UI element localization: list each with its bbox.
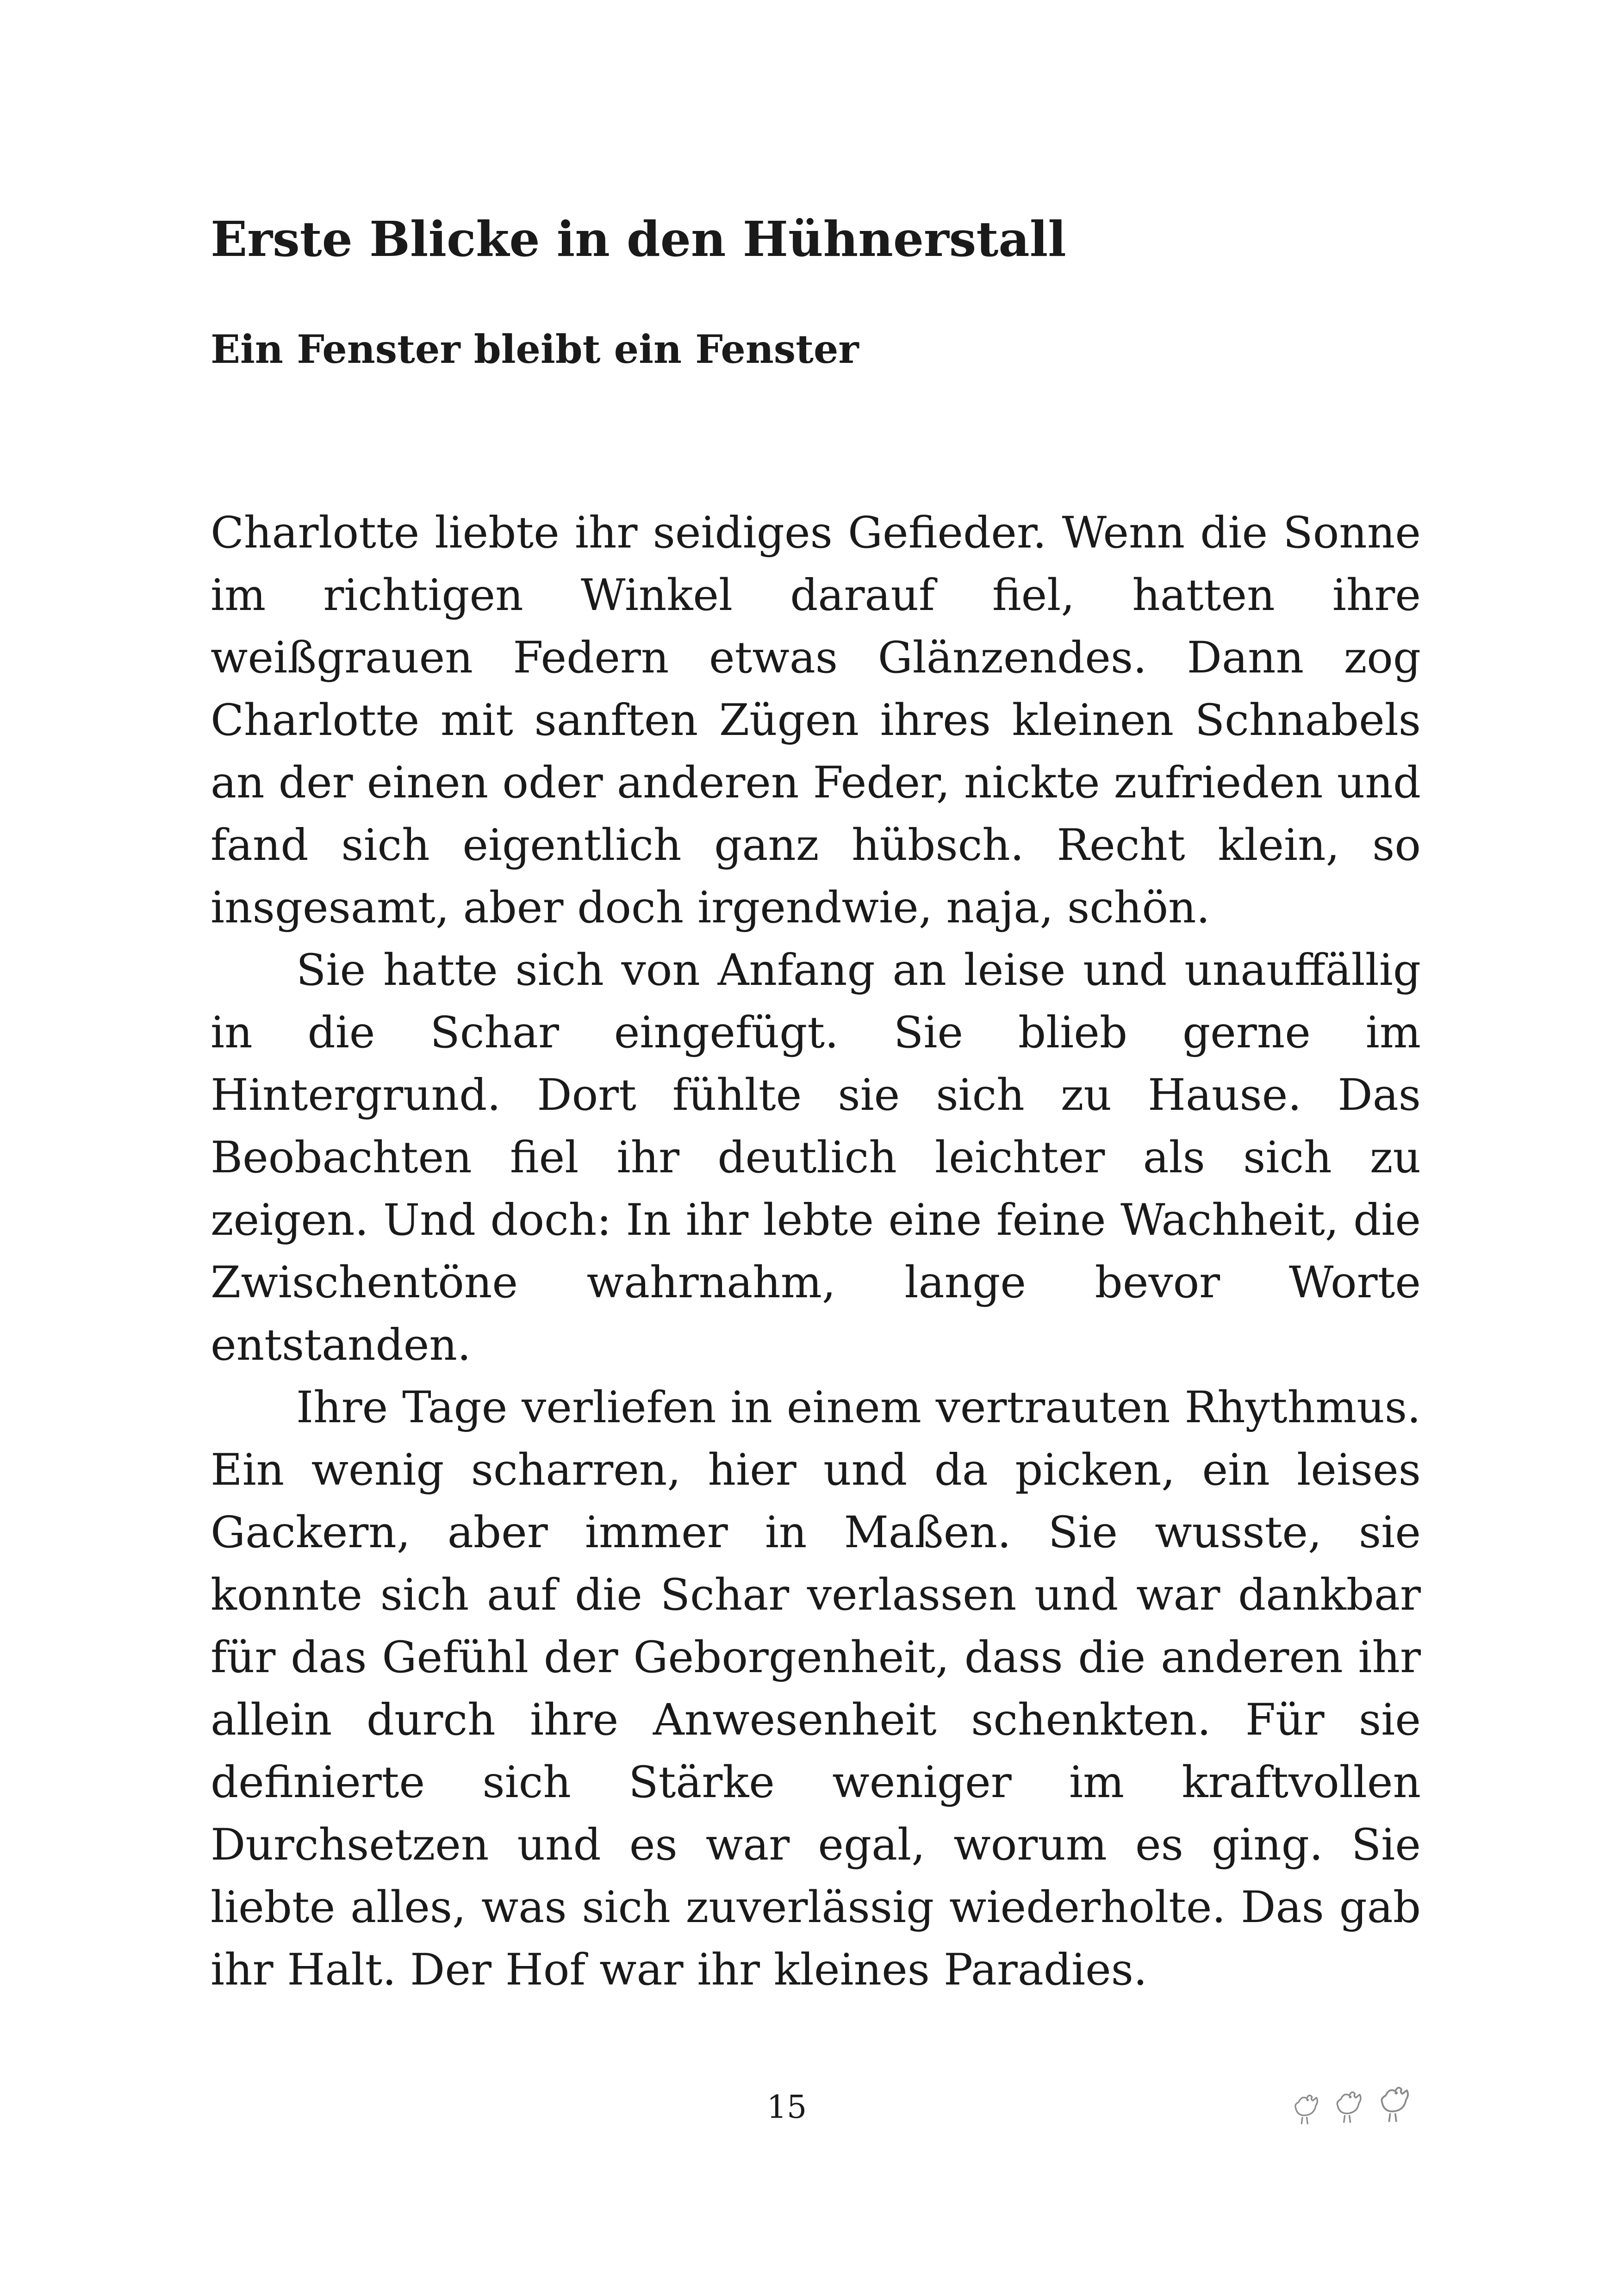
body-paragraph: Ihre Tage verliefen in einem vertrauten Rhythmus. Ein wenig scharren, hier und da picken, ein leises Gackern, aber immer in Maßen. Sie wusste, sie konnte sich auf die Schar verlassen und war dankbar für das Gefühl der Geborgenheit, dass die anderen ihr allein durch ihre Anwesenheit schenkten. Für sie definierte sich Stärke weniger im kraftvollen Durchsetzen und es war egal, worum es ging. Sie liebte alles, was sich zuverlässig wiederholte. Das gab ihr Halt. Der Hof war ihr kleines Paradies. (211, 1382, 1421, 1995)
three-hens-icon (1291, 2073, 1430, 2134)
page-number: 15 (766, 2089, 807, 2126)
body-paragraph: Charlotte liebte ihr seidiges Gefieder. Wenn die Sonne im richtigen Winkel darauf fiel, hatten ihre weißgrauen Federn etwas Glänzendes. Dann zog Charlotte mit sanften Zügen ihres kleinen Schnabels an der einen oder anderen Feder, nickte zufrieden und fand sich eigentlich ganz hübsch. Recht klein, so insgesamt, aber doch irgendwie, naja, schön. (211, 508, 1421, 933)
chapter-title: Erste Blicke in den Hühnerstall (211, 211, 1066, 268)
body-paragraph: Sie hatte sich von Anfang an leise und unauffällig in die Schar eingefügt. Sie blieb gerne im Hintergrund. Dort fühlte sie sich zu Hause. Das Beobachten fiel ihr deutlich leichter als sich zu zeigen. Und doch: In ihr lebte eine feine Wachheit, die Zwischentöne wahrnahm, lange bevor Worte entstanden. (211, 945, 1421, 1370)
section-title: Ein Fenster bleibt ein Fenster (211, 326, 859, 372)
